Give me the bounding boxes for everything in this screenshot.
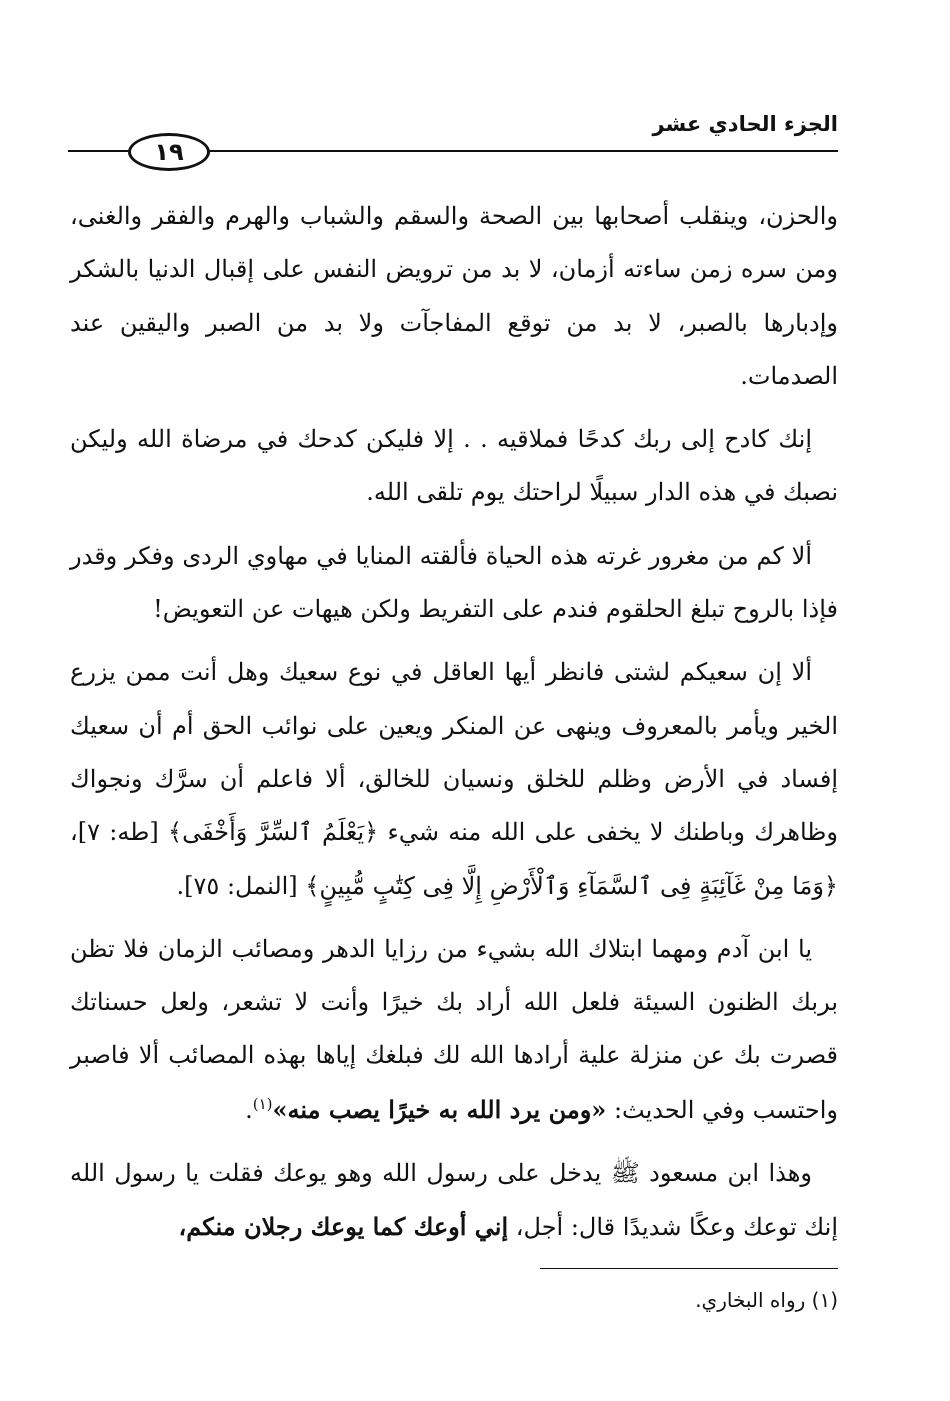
footnote-marker: (١) <box>252 1094 273 1113</box>
paragraph-1: والحزن، وينقلب أصحابها بين الصحة والسقم والشباب والهرم والفقر والغنى، ومن سره زمن ساءته أزمان، لا بد من ترويض النفس على إقبال الدنيا بالشكر وإدبارها بالصبر، لا بد من توقع المفاجآت ولا بد من الصبر واليقين عند الصدمات. <box>70 202 838 390</box>
paragraph-5-text: يا ابن آدم ومهما ابتلاك الله بشيء من رزايا الدهر ومصائب الزمان فلا تظن بربك الظنون السيئة فلعل الله أراد بك خيرًا وأنت لا تشعر، ولعل حسناتك قصرت بك عن منزلة علية أرادها الله لك فبلغك إياها بهذه المصائب ألا فاصبر واحتسب وفي الحديث: <box>70 934 838 1124</box>
paragraph-2: إنك كادح إلى ربك كدحًا فملاقيه . . إلا فليكن كدحك في مرضاة الله وليكن نصبك في هذه الدار سبيلًا لراحتك يوم تلقى الله. <box>70 425 838 507</box>
hadith-quote-2: إني أوعك كما يوعك رجلان منكم، <box>178 1212 509 1242</box>
paragraph-4 <box>70 646 838 912</box>
paragraph-6-text: يدخل على رسول الله وهو يوعك فقلت يا رسول الله إنك توعك وعكًا شديدًا قال: أجل، <box>70 1159 838 1242</box>
paragraph-6 <box>70 1147 838 1255</box>
verse-reference-naml: [النمل: ٧٥]. <box>176 871 298 900</box>
footnote: (١) رواه البخاري. <box>695 1288 838 1312</box>
page-number: ١٩ <box>128 133 210 171</box>
main-text <box>70 190 838 1265</box>
footnote-rule <box>540 1268 838 1269</box>
paragraph-4-text: ألا إن سعيكم لشتى فانظر أيها العاقل في نوع سعيك وهل أنت ممن يزرع الخير ويأمر بالمعروف وينهى عن المنكر ويعين على نوائب الحق أم أن سعيك إفساد في الأرض وظلم للخلق ونسيان للخالق، ألا فاعلم أن سرَّك ونجواك وظاهرك وباطنك لا يخفى على الله منه شيء <box>70 658 838 847</box>
quran-verse-taha: ﴿يَعْلَمُ ٱلسِّرَّ وَأَخْفَى﴾ <box>168 818 379 847</box>
paragraph-3: ألا كم من مغرور غرته هذه الحياة فألقته المنايا في مهاوي الردى وفكر وقدر فإذا بالروح تبلغ الحلقوم فندم على التفريط ولكن هيهات عن التعويض! <box>70 541 838 624</box>
honorific-glyph: ﷺ <box>610 1159 640 1188</box>
paragraph-5 <box>70 923 838 1137</box>
hadith-quote: «ومن يرد الله به خيرًا يصب منه» <box>272 1094 607 1124</box>
paragraph-6-start: وهذا ابن مسعود <box>649 1159 812 1188</box>
quran-verse-naml: ﴿وَمَا مِنْ غَآئِبَةٍ فِى ٱلسَّمَآءِ وَٱلْأَرْضِ إِلَّا فِى كِتَٰبٍ مُّبِينٍ﴾ <box>305 871 838 900</box>
running-header-title: الجزء الحادي عشر <box>652 112 838 136</box>
paragraph-5-end: . <box>245 1095 253 1124</box>
verse-reference-taha: [طه: ٧]، <box>70 818 159 847</box>
